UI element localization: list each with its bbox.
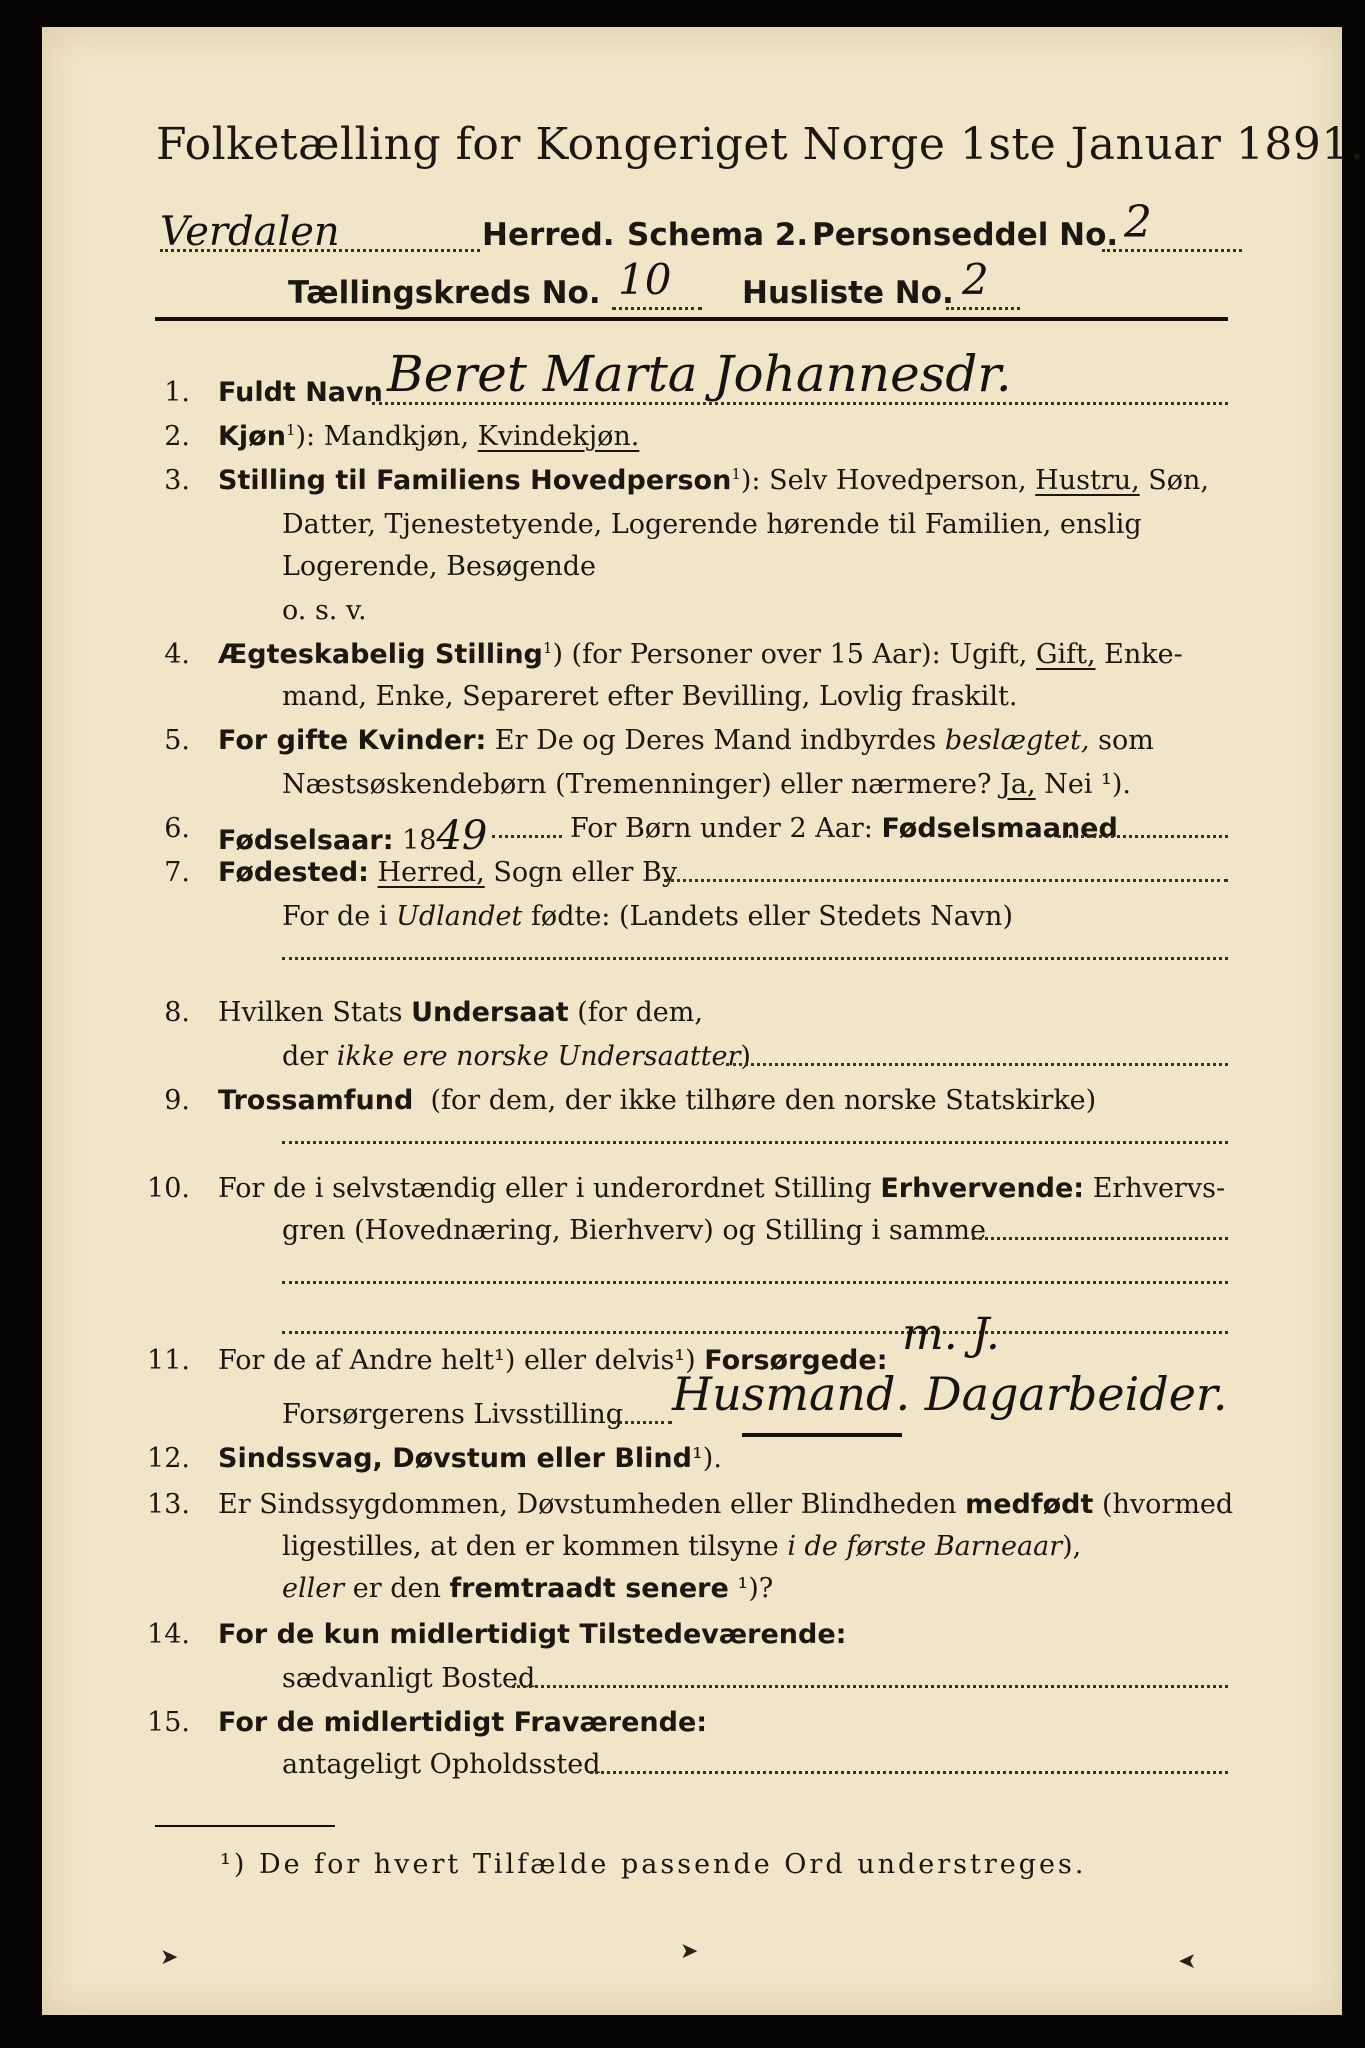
q8-line2-italic: ikke ere norske Undersaatter (336, 1041, 741, 1072)
q11-answer-forsorgede: m. J. (902, 1309, 1000, 1360)
taellingskreds-dots (612, 307, 702, 310)
q5-italic: beslægtet, (944, 725, 1090, 756)
q7-dots-2 (282, 957, 1228, 960)
q9-number: 9. (164, 1085, 190, 1116)
q13-line1 (218, 1489, 1233, 1520)
q7-dots (664, 879, 1228, 882)
q7-text: Sogn eller By (484, 857, 678, 888)
q5-line1 (218, 725, 1154, 756)
q8-dots (726, 1063, 1228, 1066)
q3-underlined-answer: Hustru, (1035, 465, 1140, 496)
q7-line1 (218, 857, 677, 888)
q13-line2-text: ligestilles, at den er kommen tilsyne (282, 1531, 788, 1562)
herred-name-handwritten: Verdalen (160, 209, 340, 255)
q12-post: ¹). (691, 1443, 722, 1474)
q3-text-post: Søn, (1139, 465, 1210, 496)
q2-number: 2. (164, 421, 190, 452)
q5-text-b: som (1089, 725, 1154, 756)
q3-line3: Logerende, Besøgende (282, 551, 596, 582)
schema-label: Schema 2. (627, 217, 809, 253)
q9-text: (for dem, der ikke tilhøre den norske Statskirke) (430, 1085, 1097, 1116)
q13-label: medfødt (965, 1489, 1094, 1520)
registration-mark-icon: ➤ (160, 1945, 179, 1970)
q1-answer-name: Beret Marta Johannesdr. (387, 345, 1012, 403)
q10-line1 (218, 1173, 1225, 1204)
q6-line (218, 813, 487, 859)
q4-line2: mand, Enke, Separeret efter Bevilling, Lovlig fraskilt. (282, 681, 1018, 712)
q5-label: For gifte Kvinder: (218, 725, 487, 756)
q7-label: Fødested: (218, 857, 369, 888)
registration-mark-icon: ➤ (1178, 1949, 1197, 1974)
q13-line3-italic: eller (282, 1573, 345, 1604)
q10-text-post: Erhvervs- (1084, 1173, 1226, 1204)
q7-line2-italic: Udlandet (396, 901, 523, 932)
q15-line2: antageligt Opholdssted (282, 1749, 601, 1780)
q10-dots-1 (972, 1237, 1228, 1240)
husliste-dots (946, 307, 1020, 310)
q6-label2: Fødselsmaaned (881, 813, 1118, 844)
form-title: Folketælling for Kongeriget Norge 1ste Januar 1891. (156, 119, 1365, 170)
q8-text-post: (for dem, (568, 997, 703, 1028)
q4-number: 4. (164, 639, 190, 670)
q11-line2: Forsørgerens Livsstilling (282, 1399, 624, 1430)
q6-year-prefix: 18 (393, 825, 437, 856)
q4-text: ) (for Personer over 15 Aar): Ugift, (552, 639, 1036, 670)
q3-sup: 1 (731, 465, 741, 483)
husliste-number: 2 (962, 255, 989, 304)
q4-underlined-answer: Gift, (1035, 639, 1096, 670)
q13-text-post: (hvormed (1093, 1489, 1234, 1520)
q4-label: Ægteskabelig Stilling (218, 639, 543, 670)
personseddel-label: Personseddel No. (812, 217, 1119, 253)
q3-line2: Datter, Tjenestetyende, Logerende hørende til Familien, enslig (282, 509, 1142, 540)
q10-number: 10. (147, 1173, 190, 1204)
husliste-label: Husliste No. (742, 275, 954, 311)
q10-label: Erhvervende: (880, 1173, 1085, 1204)
q13-line3-label: fremtraadt senere (449, 1573, 729, 1604)
taellingskreds-label: Tællingskreds No. (288, 275, 601, 311)
q8-line2 (282, 1041, 751, 1072)
q4-text-post: Enke- (1095, 639, 1183, 670)
q6-year-handwritten: 49 (436, 813, 488, 859)
census-form-sheet (42, 27, 1365, 2015)
q15-number: 15. (147, 1707, 190, 1738)
q9-dots (282, 1141, 1228, 1144)
q7-underlined-answer: Herred, (377, 857, 485, 888)
q8-label: Undersaat (411, 997, 569, 1028)
q11-number: 11. (147, 1345, 190, 1376)
q1-label: Fuldt Navn (218, 377, 383, 408)
q5-text-a: Er De og Deres Mand indbyrdes (486, 725, 945, 756)
q12-number: 12. (147, 1443, 190, 1474)
q14-line2: sædvanligt Bosted (282, 1663, 536, 1694)
header-rule (155, 317, 1228, 321)
q9-label: Trossamfund (218, 1085, 414, 1116)
q6-number: 6. (164, 813, 190, 844)
q11-answer-underline (742, 1433, 902, 1437)
q3-line4: o. s. v. (282, 595, 367, 626)
q10-text: For de i selvstændig eller i underordnet Stilling (218, 1173, 881, 1204)
personseddel-dots (1102, 249, 1242, 252)
q14-dots (512, 1685, 1228, 1688)
q8-text: Hvilken Stats (218, 997, 412, 1028)
q14-label: For de kun midlertidigt Tilstedeværende: (218, 1619, 847, 1650)
q5-line2-post: Nei ¹). (1035, 769, 1131, 800)
q13-line3-post: ¹)? (728, 1573, 774, 1604)
q11-label: Forsørgede: (704, 1345, 888, 1376)
q13-line3 (282, 1573, 773, 1604)
q2-sup: 1 (285, 421, 296, 439)
q3-number: 3. (164, 465, 190, 496)
q7-number: 7. (164, 857, 190, 888)
q15-dots (590, 1771, 1228, 1774)
q1-dots (372, 402, 1228, 405)
q7-line2-text: For de i (282, 901, 397, 932)
q9-line (218, 1085, 1096, 1116)
q2-line (218, 421, 639, 452)
q6-year-dots (492, 835, 562, 838)
q11-text: For de af Andre helt¹) eller delvis¹) (218, 1345, 705, 1376)
q11-dots (612, 1421, 672, 1424)
q15-label: For de midlertidigt Fraværende: (218, 1707, 708, 1738)
q13-text: Er Sindssygdommen, Døvstumheden eller Blindheden (218, 1489, 966, 1520)
q6-month-dots (1058, 835, 1228, 838)
q10-line2: gren (Hovednæring, Bierhverv) og Stilling i samme (282, 1215, 987, 1246)
q2-text: ): Mandkjøn, (295, 421, 478, 452)
q1-number: 1. (164, 377, 190, 408)
footnote-rule (155, 1825, 335, 1827)
q5-line2-text: Næstsøskendebørn (Tremenninger) eller nærmere? (282, 769, 1001, 800)
q6-text: For Børn under 2 Aar: (570, 813, 882, 844)
q8-line2-text: der (282, 1041, 337, 1072)
q11-answer-livsstilling: Husmand. Dagarbeider. (672, 1367, 1228, 1421)
q3-text: ): Selv Hovedperson, (740, 465, 1036, 496)
q13-line2 (282, 1531, 1081, 1562)
q7-line2-post: fødte: (Landets eller Stedets Navn) (522, 901, 1013, 932)
q4-sup: 1 (542, 639, 553, 657)
q3-label: Stilling til Familiens Hovedperson (218, 465, 732, 496)
q5-line2 (282, 769, 1131, 800)
footnote: ¹) De for hvert Tilfælde passende Ord understreges. (220, 1849, 1087, 1880)
q8-line2-post: ) (740, 1041, 751, 1072)
taellingskreds-number: 10 (618, 255, 672, 304)
personseddel-number: 2 (1124, 197, 1152, 248)
q12-label: Sindssvag, Døvstum eller Blind (218, 1443, 692, 1474)
q10-dots-3 (282, 1331, 1228, 1334)
q14-number: 14. (147, 1619, 190, 1650)
q13-line3-text: er den (344, 1573, 450, 1604)
q2-label: Kjøn (218, 421, 286, 452)
q4-line1 (218, 639, 1183, 670)
q7-line2 (282, 901, 1013, 932)
q5-underlined-answer: Ja, (1000, 769, 1036, 800)
q13-number: 13. (147, 1489, 190, 1520)
q10-dots-2 (282, 1281, 1228, 1284)
q6-line-b (570, 813, 1118, 844)
q13-line2-post: ), (1062, 1531, 1082, 1562)
q12-line (218, 1443, 722, 1474)
q6-label: Fødselsaar: (218, 825, 394, 856)
q5-number: 5. (164, 725, 190, 756)
registration-mark-icon: ➤ (680, 1939, 699, 1964)
q3-line1 (218, 465, 1209, 496)
q8-number: 8. (164, 997, 190, 1028)
herred-label: Herred. (482, 217, 615, 253)
q2-underlined-answer: Kvindekjøn. (477, 421, 640, 452)
q8-line1 (218, 997, 703, 1028)
herred-dots (160, 249, 480, 252)
q13-line2-italic: i de første Barneaar (787, 1531, 1063, 1562)
